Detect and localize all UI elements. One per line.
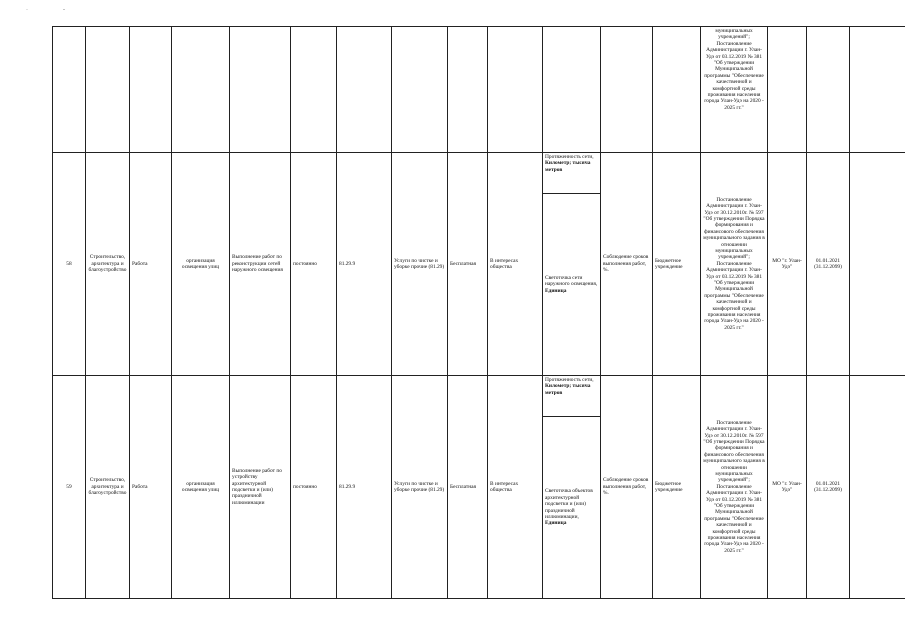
volume-1-label: Протяженность сети, bbox=[545, 377, 594, 383]
volume-1-unit: Километр; тысяча метров bbox=[545, 160, 591, 173]
cell-quality: Соблюдение сроков выполнения работ, %. bbox=[601, 376, 653, 599]
cell-condition: постоянно bbox=[291, 153, 337, 376]
cell-sphere: Строительство, архитектура и благоустройство bbox=[86, 153, 130, 376]
cell-num bbox=[53, 27, 86, 153]
cell-blank bbox=[850, 27, 905, 153]
cell-name: организация освещения улиц bbox=[172, 153, 230, 376]
cell-blank bbox=[850, 376, 905, 599]
volume-2-label: Светоточка объектов архитектурной подсветки и (или) праздничной иллюминации, bbox=[545, 488, 593, 520]
cell-basis: муниципальных учреждений"; Постановление Администрации г. Улан-Удэ от 03.12.2019 № 381 "Об утверждении Муниципальной программы "Обеспечение качественной и комфортной среды проживания населения города Улан-Удэ на 2020 - 2025 гг." bbox=[701, 27, 768, 153]
registry-table bbox=[52, 26, 905, 599]
cell-quality: Соблюдение сроков выполнения работ, %. bbox=[601, 153, 653, 376]
cell-volume bbox=[543, 27, 601, 153]
cell-name: организация освещения улиц bbox=[172, 376, 230, 599]
cell-okpd: Услуги по чистке и уборке прочие (81.29) bbox=[392, 376, 448, 599]
cell-dates: 01.01.2021 (31.12.2099) bbox=[807, 376, 850, 599]
table-row-59 bbox=[53, 376, 905, 599]
cell-institution bbox=[653, 27, 701, 153]
cell-basis: Постановление Администрации г. Улан-Удэ от 30.12.2010г. № 597 "Об утверждении Порядка формирования и финансового обеспечения муниципального задания в отношении муниципальных учреждений"; Постановление Администрации г. Улан-Удэ от 03.12.2019 № 381 "Об утверждении Муниципальной программы "Обеспечение качественной и комфортной среды проживания населения города Улан-Удэ на 2020 - 2025 гг." bbox=[701, 153, 768, 376]
cell-quality bbox=[601, 27, 653, 153]
cell-basis: Постановление Администрации г. Улан-Удэ от 30.12.2010г. № 597 "Об утверждении Порядка формирования и финансового обеспечения муниципального задания в отношении муниципальных учреждений"; Постановление Администрации г. Улан-Удэ от 03.12.2019 № 381 "Об утверждении Муниципальной программы "Обеспечение качественной и комфортной среды проживания населения города Улан-Удэ на 2020 - 2025 гг." bbox=[701, 376, 768, 599]
cell-kind: Работа bbox=[130, 376, 172, 599]
cell-content: Выполнение работ по устройству архитектурной подсветки и (или) праздничной иллюминации bbox=[230, 376, 291, 599]
cell-condition: постоянно bbox=[291, 376, 337, 599]
volume-1-unit: Километр; тысяча метров bbox=[545, 383, 591, 396]
cell-institution: Бюджетное учреждение bbox=[653, 153, 701, 376]
cell-pay bbox=[448, 27, 488, 153]
volume-2-unit: Единица bbox=[545, 287, 567, 294]
page-mark-dash: - bbox=[63, 7, 65, 13]
cell-okved: 81.29.9 bbox=[337, 153, 392, 376]
cell-consumer: В интересах общества bbox=[488, 376, 543, 599]
cell-authority: МО "г. Улан-Удэ" bbox=[768, 376, 807, 599]
cell-kind: Работа bbox=[130, 153, 172, 376]
page-mark-dot: · bbox=[26, 7, 28, 13]
cell-volume bbox=[543, 376, 601, 599]
volume-1-label: Протяженность сети, bbox=[545, 154, 594, 160]
cell-consumer bbox=[488, 27, 543, 153]
cell-okpd bbox=[392, 27, 448, 153]
cell-institution: Бюджетное учреждение bbox=[653, 376, 701, 599]
cell-blank bbox=[850, 153, 905, 376]
cell-okved: 81.29.9 bbox=[337, 376, 392, 599]
cell-pay: Бесплатная bbox=[448, 376, 488, 599]
cell-num: 59 bbox=[53, 376, 86, 599]
cell-dates bbox=[807, 27, 850, 153]
volume-2-label: Светоточка сети наружного освещения, bbox=[545, 274, 598, 288]
cell-dates: 01.01.2021 (31.12.2099) bbox=[807, 153, 850, 376]
cell-okved bbox=[337, 27, 392, 153]
cell-pay: Бесплатная bbox=[448, 153, 488, 376]
table-row-58 bbox=[53, 153, 905, 376]
table-row-continuation bbox=[53, 27, 905, 153]
cell-content: Выполнение работ по реконструкции сетей наружного освещения bbox=[230, 153, 291, 376]
cell-authority: МО "г. Улан-Удэ" bbox=[768, 153, 807, 376]
cell-num: 58 bbox=[53, 153, 86, 376]
cell-volume bbox=[543, 153, 601, 376]
cell-condition bbox=[291, 27, 337, 153]
cell-consumer: В интересах общества bbox=[488, 153, 543, 376]
cell-content bbox=[230, 27, 291, 153]
volume-2-unit: Единица bbox=[545, 520, 567, 527]
cell-sphere bbox=[86, 27, 130, 153]
cell-sphere: Строительство, архитектура и благоустройство bbox=[86, 376, 130, 599]
cell-name bbox=[172, 27, 230, 153]
cell-authority bbox=[768, 27, 807, 153]
cell-okpd: Услуги по чистке и уборке прочие (81.29) bbox=[392, 153, 448, 376]
cell-kind bbox=[130, 27, 172, 153]
